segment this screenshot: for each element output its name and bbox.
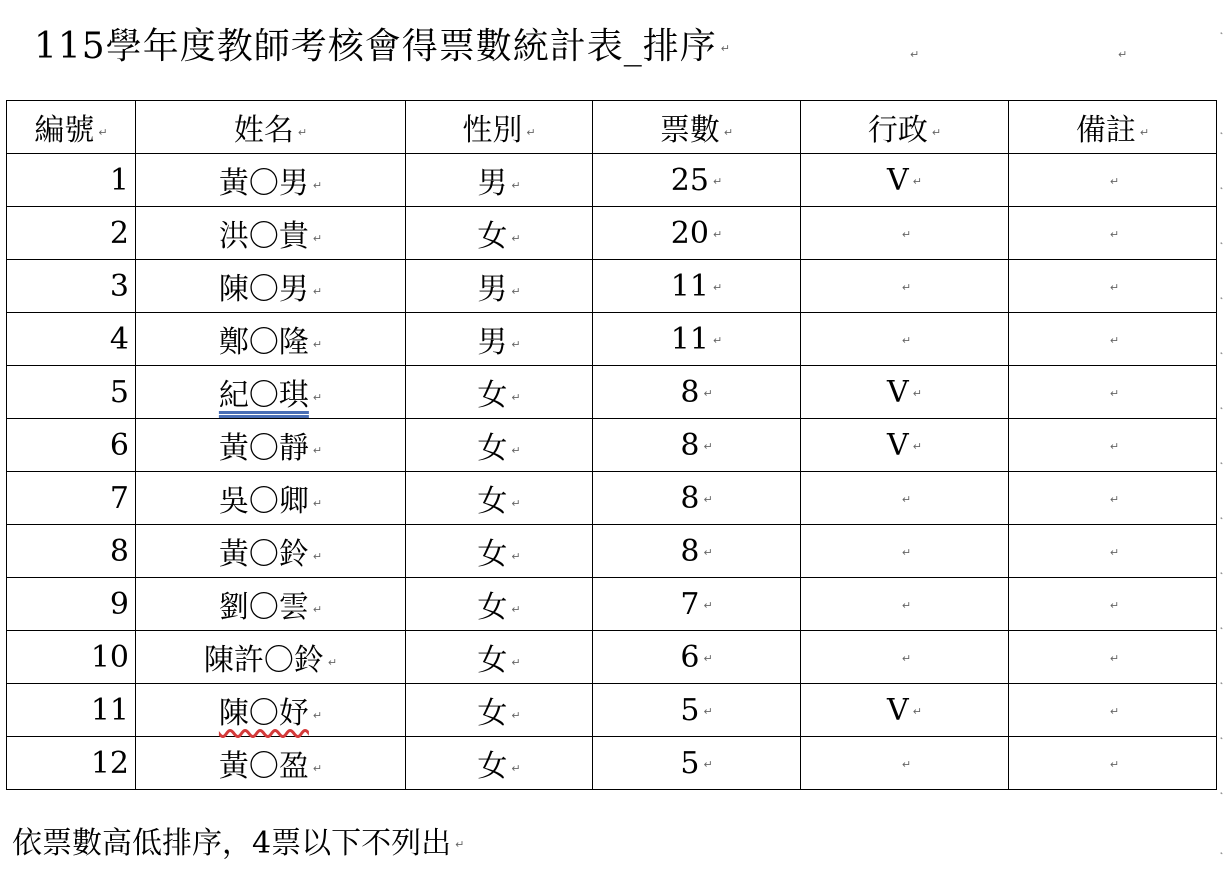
- cell-name: 黃〇男 ↵: [136, 154, 406, 207]
- cell-number: 8: [7, 525, 136, 578]
- paragraph-mark-icon: ↵: [901, 599, 912, 612]
- row-end-mark-icon: ˛: [1219, 234, 1224, 245]
- cell-remarks: [1009, 737, 1217, 790]
- cell-gender: 女 ↵: [406, 684, 593, 737]
- paragraph-mark-icon: ↵: [312, 496, 323, 510]
- row-end-mark-icon: ˛: [1219, 399, 1224, 410]
- cell-admin: [801, 472, 1009, 525]
- cell-number: 10: [7, 631, 136, 684]
- cell-number: 9: [7, 578, 136, 631]
- paragraph-mark-icon: ↵: [1118, 48, 1128, 61]
- cell-name: 陳〇男 ↵: [136, 260, 406, 313]
- row-end-mark-icon: ˛: [1219, 509, 1224, 520]
- paragraph-mark-icon: ↵: [327, 655, 338, 669]
- cell-number: 11: [7, 684, 136, 737]
- cell-gender: 女 ↵: [406, 631, 593, 684]
- paragraph-mark-icon: ↵: [720, 42, 731, 55]
- row-end-mark-icon: ˛: [1219, 454, 1224, 465]
- table-row: [7, 419, 1217, 472]
- paragraph-mark-icon: ↵: [1109, 334, 1120, 347]
- paragraph-mark-icon: ↵: [712, 175, 723, 188]
- paragraph-mark-icon: ↵: [511, 284, 521, 298]
- cell-name: 黃〇靜 ↵: [136, 419, 406, 472]
- paragraph-mark-icon: ↵: [511, 655, 521, 669]
- cell-gender: 女 ↵: [406, 419, 593, 472]
- paragraph-mark-icon: ↵: [910, 48, 920, 61]
- paragraph-mark-icon: ↵: [912, 705, 922, 718]
- cell-admin: [801, 313, 1009, 366]
- header-number: 編號 ↵: [7, 101, 136, 154]
- table-row: [7, 578, 1217, 631]
- paragraph-mark-icon: ↵: [901, 493, 912, 506]
- paragraph-mark-icon: ↵: [901, 334, 912, 347]
- cell-gender: 女 ↵: [406, 737, 593, 790]
- cell-name: 陳許〇鈴 ↵: [136, 631, 406, 684]
- paragraph-mark-icon: ↵: [703, 758, 713, 771]
- paragraph-mark-icon: ↵: [703, 493, 713, 506]
- paragraph-mark-icon: ↵: [1109, 705, 1120, 718]
- paragraph-mark-icon: ↵: [511, 231, 521, 245]
- vote-statistics-table: [6, 100, 1217, 790]
- cell-votes: 8 ↵: [593, 472, 801, 525]
- paragraph-mark-icon: ↵: [511, 443, 521, 457]
- row-end-mark-icon: ˛: [1219, 179, 1224, 190]
- row-end-mark-icon: ˛: [1219, 124, 1224, 135]
- paragraph-mark-icon: ↵: [912, 440, 922, 453]
- cell-number: 6: [7, 419, 136, 472]
- cell-name: 鄭〇隆 ↵: [136, 313, 406, 366]
- cell-admin: [801, 578, 1009, 631]
- cell-name: 黃〇盈 ↵: [136, 737, 406, 790]
- paragraph-mark-icon: ↵: [703, 440, 713, 453]
- paragraph-mark-icon: ↵: [312, 231, 323, 245]
- paragraph-mark-icon: ↵: [723, 125, 734, 139]
- paragraph-mark-icon: ↵: [511, 708, 521, 722]
- cell-remarks: [1009, 525, 1217, 578]
- cell-remarks: [1009, 313, 1217, 366]
- paragraph-mark-icon: ↵: [901, 281, 912, 294]
- paragraph-mark-icon: ↵: [1109, 546, 1120, 559]
- paragraph-mark-icon: ↵: [1139, 125, 1150, 139]
- cell-remarks: [1009, 366, 1217, 419]
- cell-remarks: [1009, 419, 1217, 472]
- paragraph-mark-icon: ↵: [1109, 440, 1120, 453]
- row-end-mark-icon: ˛: [1219, 564, 1224, 575]
- paragraph-mark-icon: ↵: [912, 387, 922, 400]
- cell-number: 3: [7, 260, 136, 313]
- footnote-text: 依票數高低排序，4票以下不列出: [12, 826, 452, 861]
- table-row: [7, 631, 1217, 684]
- paragraph-mark-icon: ↵: [712, 334, 723, 347]
- cell-remarks: [1009, 207, 1217, 260]
- cell-votes: 8 ↵: [593, 419, 801, 472]
- table-header-row: [7, 101, 1217, 154]
- paragraph-mark-icon: ↵: [1109, 228, 1120, 241]
- cell-admin: V ↵: [801, 154, 1009, 207]
- row-end-mark-icon: ˛: [1219, 729, 1224, 740]
- paragraph-mark-icon: ↵: [511, 178, 521, 192]
- cell-remarks: [1009, 154, 1217, 207]
- cell-votes: 6 ↵: [593, 631, 801, 684]
- paragraph-mark-icon: ↵: [312, 284, 323, 298]
- table-row: [7, 207, 1217, 260]
- paragraph-mark-icon: ↵: [901, 652, 912, 665]
- paragraph-mark-icon: ↵: [1109, 175, 1120, 188]
- cell-votes: 11 ↵: [593, 260, 801, 313]
- table-row: [7, 737, 1217, 790]
- paragraph-mark-icon: ↵: [703, 652, 713, 665]
- cell-number: 5: [7, 366, 136, 419]
- table-row: [7, 313, 1217, 366]
- paragraph-mark-icon: ↵: [1109, 281, 1120, 294]
- paragraph-mark-icon: ↵: [312, 337, 323, 351]
- cell-votes: 20 ↵: [593, 207, 801, 260]
- cell-admin: V ↵: [801, 684, 1009, 737]
- cell-name: 劉〇雲 ↵: [136, 578, 406, 631]
- paragraph-mark-icon: ↵: [931, 125, 942, 139]
- cell-gender: 男 ↵: [406, 313, 593, 366]
- header-votes: 票數 ↵: [593, 101, 801, 154]
- paragraph-mark-icon: ↵: [312, 443, 323, 457]
- paragraph-mark-icon: ↵: [703, 546, 713, 559]
- table-row: [7, 684, 1217, 737]
- table-row: [7, 154, 1217, 207]
- paragraph-mark-icon: ↵: [901, 758, 912, 771]
- cell-gender: 男 ↵: [406, 154, 593, 207]
- cell-remarks: [1009, 472, 1217, 525]
- paragraph-mark-icon: ↵: [703, 599, 713, 612]
- paragraph-mark-icon: ↵: [912, 175, 922, 188]
- header-remarks: 備註 ↵: [1009, 101, 1217, 154]
- cell-admin: V ↵: [801, 366, 1009, 419]
- cell-admin: [801, 737, 1009, 790]
- paragraph-mark-icon: ↵: [511, 549, 521, 563]
- cell-number: 7: [7, 472, 136, 525]
- cell-gender: 女 ↵: [406, 366, 593, 419]
- row-end-mark-icon: ˛: [1219, 24, 1224, 35]
- paragraph-mark-icon: ↵: [1109, 758, 1120, 771]
- cell-name: 陳〇妤 ↵: [136, 684, 406, 737]
- cell-number: 1: [7, 154, 136, 207]
- paragraph-mark-icon: ↵: [312, 708, 323, 722]
- cell-remarks: [1009, 578, 1217, 631]
- cell-remarks: [1009, 684, 1217, 737]
- paragraph-mark-icon: ↵: [511, 390, 521, 404]
- cell-admin: [801, 207, 1009, 260]
- paragraph-mark-icon: ↵: [312, 178, 323, 192]
- paragraph-mark-icon: ↵: [511, 602, 521, 616]
- cell-admin: [801, 260, 1009, 313]
- cell-admin: V ↵: [801, 419, 1009, 472]
- document-title: [34, 22, 731, 74]
- paragraph-mark-icon: ↵: [901, 546, 912, 559]
- cell-gender: 女 ↵: [406, 578, 593, 631]
- paragraph-mark-icon: ↵: [312, 761, 323, 775]
- table-row: [7, 366, 1217, 419]
- footnote: [12, 822, 464, 867]
- row-end-mark-icon: ˛: [1219, 344, 1224, 355]
- row-end-mark-icon: ˛: [1219, 674, 1224, 685]
- cell-name: 吳〇卿 ↵: [136, 472, 406, 525]
- cell-number: 12: [7, 737, 136, 790]
- cell-gender: 女 ↵: [406, 472, 593, 525]
- row-end-mark-icon: ˛: [1219, 619, 1224, 630]
- cell-gender: 女 ↵: [406, 207, 593, 260]
- cell-votes: 25 ↵: [593, 154, 801, 207]
- header-gender: 性別 ↵: [406, 101, 593, 154]
- paragraph-mark-icon: ↵: [1109, 652, 1120, 665]
- cell-name: 紀〇琪 ↵: [136, 366, 406, 419]
- paragraph-mark-icon: ↵: [712, 228, 723, 241]
- paragraph-mark-icon: ↵: [511, 496, 521, 510]
- cell-name: 洪〇貴 ↵: [136, 207, 406, 260]
- paragraph-mark-icon: ↵: [312, 549, 323, 563]
- cell-votes: 7 ↵: [593, 578, 801, 631]
- paragraph-mark-icon: ↵: [511, 761, 521, 775]
- cell-votes: 5 ↵: [593, 684, 801, 737]
- cell-admin: [801, 631, 1009, 684]
- cell-number: 4: [7, 313, 136, 366]
- cell-votes: 11 ↵: [593, 313, 801, 366]
- paragraph-mark-icon: ↵: [712, 281, 723, 294]
- cell-votes: 5 ↵: [593, 737, 801, 790]
- cell-number: 2: [7, 207, 136, 260]
- cell-name: 黃〇鈴 ↵: [136, 525, 406, 578]
- header-admin: 行政 ↵: [801, 101, 1009, 154]
- paragraph-mark-icon: ↵: [703, 705, 713, 718]
- title-text: 115學年度教師考核會得票數統計表_排序: [34, 26, 717, 67]
- paragraph-mark-icon: ↵: [455, 838, 465, 851]
- cell-votes: 8 ↵: [593, 366, 801, 419]
- paragraph-mark-icon: ↵: [511, 337, 521, 351]
- table-row: [7, 472, 1217, 525]
- cell-gender: 男 ↵: [406, 260, 593, 313]
- cell-votes: 8 ↵: [593, 525, 801, 578]
- paragraph-mark-icon: ↵: [1109, 387, 1120, 400]
- cell-remarks: [1009, 631, 1217, 684]
- paragraph-mark-icon: ↵: [1109, 599, 1120, 612]
- paragraph-mark-icon: ↵: [1109, 493, 1120, 506]
- paragraph-mark-icon: ↵: [98, 125, 108, 139]
- paragraph-mark-icon: ↵: [526, 125, 536, 139]
- paragraph-mark-icon: ↵: [703, 387, 713, 400]
- table-row: [7, 260, 1217, 313]
- paragraph-mark-icon: ↵: [297, 125, 308, 139]
- cell-admin: [801, 525, 1009, 578]
- row-end-mark-icon: ˛: [1219, 784, 1224, 795]
- header-name: 姓名 ↵: [136, 101, 406, 154]
- paragraph-mark-icon: ↵: [901, 228, 912, 241]
- cell-gender: 女 ↵: [406, 525, 593, 578]
- paragraph-mark-icon: ↵: [312, 602, 323, 616]
- row-end-mark-icon: ˛: [1219, 289, 1224, 300]
- cell-remarks: [1009, 260, 1217, 313]
- table-row: [7, 525, 1217, 578]
- paragraph-mark-icon: ↵: [312, 390, 323, 404]
- row-end-mark-icon: ˛: [1219, 844, 1224, 855]
